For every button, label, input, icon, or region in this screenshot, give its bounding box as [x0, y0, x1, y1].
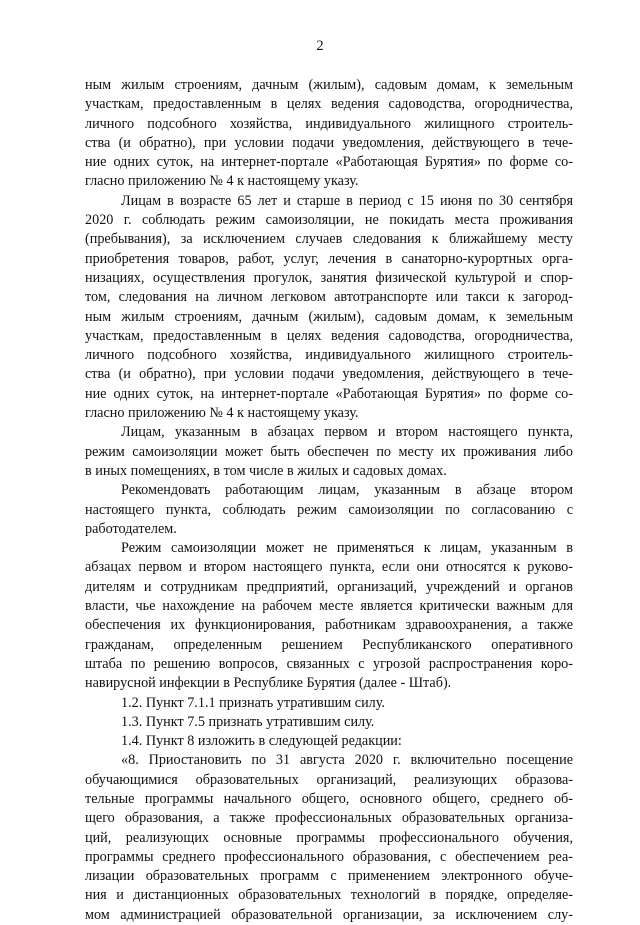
text-line: лизации образовательных программ с применением электронного обуче-: [85, 868, 573, 885]
page-number: 2: [316, 38, 324, 54]
text-line: гражданам, определенным решением Республиканского оперативного: [85, 636, 573, 653]
text-line: 1.2. Пункт 7.1.1 признать утратившим силу.: [121, 694, 385, 711]
text-line: в иных помещениях, в том числе в жилых и садовых домах.: [85, 462, 447, 479]
text-line: ным жилым строениям, дачным (жилым), садовым домам, к земельным: [85, 77, 573, 93]
text-line: обучающимися образовательных организаций, реализующих образова-: [85, 771, 573, 788]
text-line: гласно приложению № 4 к настоящему указу.: [85, 405, 359, 422]
text-line: Рекомендовать работающим лицам, указанным в абзаце втором: [121, 482, 573, 499]
text-line: работодателем.: [85, 520, 177, 537]
text-line: ций, реализующих основные программы профессионального обучения,: [85, 829, 573, 846]
text-line: участкам, предоставленным в целях ведения садоводства, огородничества,: [85, 327, 573, 344]
text-line: (пребывания), за исключением случаев следования к ближайшему месту: [85, 231, 573, 248]
document-body: [85, 76, 573, 925]
text-line: тельные программы начального общего, основного общего, среднего об-: [85, 790, 573, 807]
text-line: щего образования, а также профессиональных образовательных организа-: [85, 810, 573, 827]
text-line: режим самоизоляции может быть обеспечен по месту их проживания либо: [85, 443, 573, 460]
text-line: гласно приложению № 4 к настоящему указу.: [85, 173, 359, 190]
text-line: Лицам в возрасте 65 лет и старше в период с 15 июня по 30 сентября: [121, 192, 573, 209]
text-line: штаба по решению вопросов, связанных с угрозой распространения коро-: [85, 655, 573, 672]
text-line: навирусной инфекции в Республике Бурятия (далее - Штаб).: [85, 675, 452, 692]
text-line: Лицам, указанным в абзацах первом и втором настоящего пункта,: [121, 424, 573, 441]
text-line: обеспечения их функционирования, работникам здравоохранения, а также: [85, 617, 573, 634]
text-line: 1.4. Пункт 8 изложить в следующей редакции:: [121, 733, 402, 750]
text-line: настоящего пункта, соблюдать режим самоизоляции по согласованию с: [85, 501, 573, 518]
text-line: ства (и обратно), при условии подачи уведомления, действующего в тече-: [85, 134, 573, 151]
text-line: дителям и сотрудникам предприятий, организаций, учреждений и органов: [85, 578, 573, 595]
text-line: участкам, предоставленным в целях ведения садоводства, огородничества,: [85, 96, 573, 113]
text-line: Режим самоизоляции может не применяться к лицам, указанным в: [121, 540, 573, 557]
text-line: приобретения товаров, работ, услуг, лечения в санаторно-курортных орга-: [85, 250, 573, 267]
text-line: ным жилым строениям, дачным (жилым), садовым домам, к земельным: [85, 308, 573, 325]
text-line: абзацах первом и втором настоящего пункта, если они относятся к руково-: [85, 559, 573, 576]
text-line: власти, чье нахождение на рабочем месте является критически важным для: [85, 598, 573, 615]
text-line: 1.3. Пункт 7.5 признать утратившим силу.: [121, 713, 375, 730]
text-line: 2020 г. соблюдать режим самоизоляции, не покидать места проживания: [85, 212, 573, 229]
text-line: ние одних суток, на интернет-портале «Работающая Бурятия» по форме со-: [85, 385, 573, 402]
text-line: личного подсобного хозяйства, индивидуального жилищного строитель-: [85, 347, 573, 364]
text-line: ние одних суток, на интернет-портале «Работающая Бурятия» по форме со-: [85, 154, 573, 171]
text-line: «8. Приостановить по 31 августа 2020 г. включительно посещение: [121, 752, 573, 769]
text-line: ства (и обратно), при условии подачи уведомления, действующего в тече-: [85, 366, 573, 383]
text-line: мом администрацией образовательной организации, за исключением слу-: [85, 906, 573, 923]
text-line: программы среднего профессионального образования, с обеспечением реа-: [85, 848, 573, 865]
text-line: низациях, осуществления прогулок, занятия физической культурой и спор-: [85, 269, 573, 286]
text-line: ния и дистанционных образовательных технологий в порядке, определяе-: [85, 887, 573, 904]
text-line: личного подсобного хозяйства, индивидуального жилищного строитель-: [85, 115, 573, 132]
text-line: том, следования на личном легковом автотранспорте или такси к загород-: [85, 289, 573, 306]
